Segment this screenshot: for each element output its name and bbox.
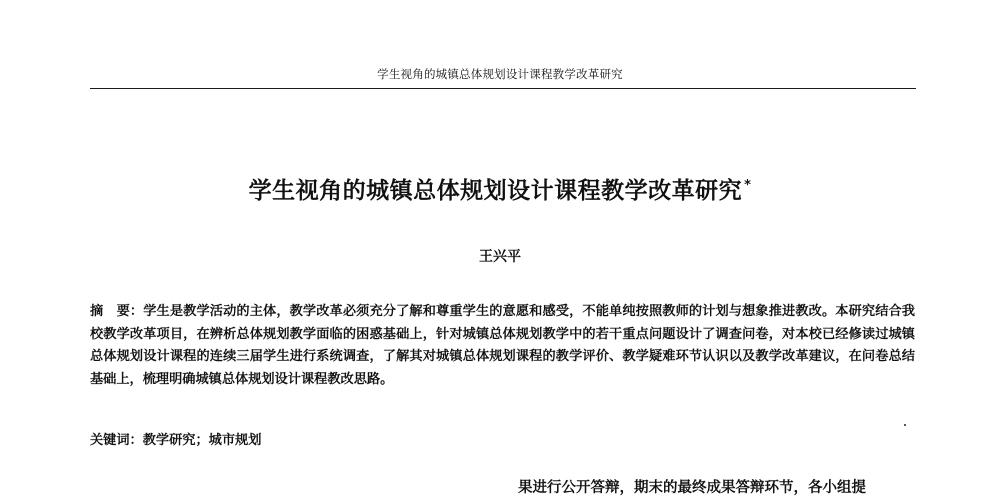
keywords-label: 关键词： [90, 433, 143, 448]
author: 王兴平 [479, 249, 521, 265]
abstract-text: 学生是教学活动的主体，教学改革必须充分了解和尊重学生的意愿和感受，不能单纯按照教师的计划与想象推进教改。本研究结合我校教学改革项目，在辨析总体规划教学面临的困惑基础上，针对城镇总体规划教学中的若干重点问题设计了调查问卷，对本校已经修读过城镇总体规划设计课程的连续三届学生进行系统调查，了解其对城镇总体规划课程的教学评价、教学疑难环节认识以及教学改革建议，在问卷总结基础上，梳理明确城镇总体规划设计课程教改思路。 [90, 304, 915, 387]
keywords-text: 教学研究；城市规划 [142, 433, 262, 448]
paper-title-text: 学生视角的城镇总体规划设计课程教学改革研究 [248, 178, 743, 204]
paper-title [0, 172, 1000, 205]
header-rule [90, 88, 916, 89]
body-text-fragment: 果进行公开答辩，期末的最终成果答辩环节，各小组提 [518, 480, 866, 496]
keywords [90, 429, 915, 448]
abstract-label: 摘 要： [90, 304, 144, 319]
abstract [90, 301, 915, 391]
title-footnote-mark: * [744, 178, 752, 194]
running-header: 学生视角的城镇总体规划设计课程教学改革研究 [377, 67, 623, 81]
scan-speck [904, 424, 906, 426]
